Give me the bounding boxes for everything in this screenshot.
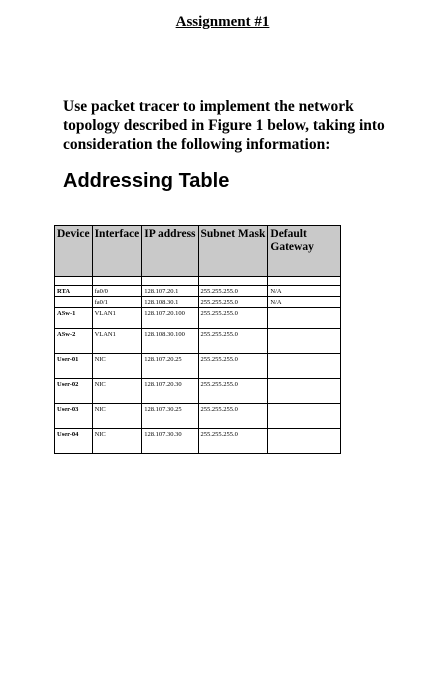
cell-mask: 255.255.255.0 — [198, 379, 268, 404]
table-row — [55, 429, 341, 454]
cell-gateway — [268, 379, 341, 404]
cell-interface: NIC — [92, 429, 142, 454]
cell-device: User-04 — [55, 429, 93, 454]
cell-ip: 128.107.30.30 — [142, 429, 198, 454]
header-interface: Interface — [92, 226, 142, 277]
cell-gateway — [268, 404, 341, 429]
cell-interface: VLAN1 — [92, 329, 142, 354]
cell-device: User-01 — [55, 354, 93, 379]
table-row — [55, 329, 341, 354]
table-row — [55, 354, 341, 379]
cell-interface: NIC — [92, 354, 142, 379]
cell-gateway — [268, 329, 341, 354]
cell-device: User-02 — [55, 379, 93, 404]
cell-mask: 255.255.255.0 — [198, 297, 268, 308]
table-row — [55, 286, 341, 297]
cell-mask: 255.255.255.0 — [198, 329, 268, 354]
addressing-table-heading: Addressing Table — [63, 170, 230, 192]
cell-device: ASw-1 — [55, 308, 93, 329]
cell-interface: NIC — [92, 404, 142, 429]
cell-mask: 255.255.255.0 — [198, 286, 268, 297]
cell-mask: 255.255.255.0 — [198, 404, 268, 429]
table-spacer-row — [55, 277, 341, 286]
table-header-row — [55, 226, 341, 277]
cell-mask: 255.255.255.0 — [198, 354, 268, 379]
header-subnet-mask: Subnet Mask — [198, 226, 268, 277]
table-row — [55, 404, 341, 429]
cell-device: RTA — [55, 286, 93, 297]
cell-gateway — [268, 429, 341, 454]
cell-ip: 128.107.20.25 — [142, 354, 198, 379]
cell-gateway — [268, 354, 341, 379]
cell-interface: fa0/0 — [92, 286, 142, 297]
header-default-gateway: Default Gateway — [268, 226, 341, 277]
instructions-paragraph: Use packet tracer to implement the network topology described in Figure 1 below, taking into consideration the following information: — [63, 98, 385, 153]
cell-interface: NIC — [92, 379, 142, 404]
cell-gateway: N/A — [268, 297, 341, 308]
cell-ip: 128.107.30.25 — [142, 404, 198, 429]
cell-mask: 255.255.255.0 — [198, 308, 268, 329]
assignment-title: Assignment #1 — [175, 14, 270, 30]
cell-mask: 255.255.255.0 — [198, 429, 268, 454]
cell-gateway — [268, 308, 341, 329]
cell-ip: 128.108.30.1 — [142, 297, 198, 308]
header-device: Device — [55, 226, 93, 277]
cell-device: ASw-2 — [55, 329, 93, 354]
table-row — [55, 308, 341, 329]
header-ip-address: IP address — [142, 226, 198, 277]
cell-device — [55, 297, 93, 308]
cell-gateway: N/A — [268, 286, 341, 297]
cell-interface: fa0/1 — [92, 297, 142, 308]
table-row — [55, 379, 341, 404]
addressing-table — [54, 225, 341, 454]
cell-ip: 128.107.20.30 — [142, 379, 198, 404]
table-row — [55, 297, 341, 308]
cell-ip: 128.108.30.100 — [142, 329, 198, 354]
cell-interface: VLAN1 — [92, 308, 142, 329]
cell-ip: 128.107.20.100 — [142, 308, 198, 329]
cell-ip: 128.107.20.1 — [142, 286, 198, 297]
cell-device: User-03 — [55, 404, 93, 429]
